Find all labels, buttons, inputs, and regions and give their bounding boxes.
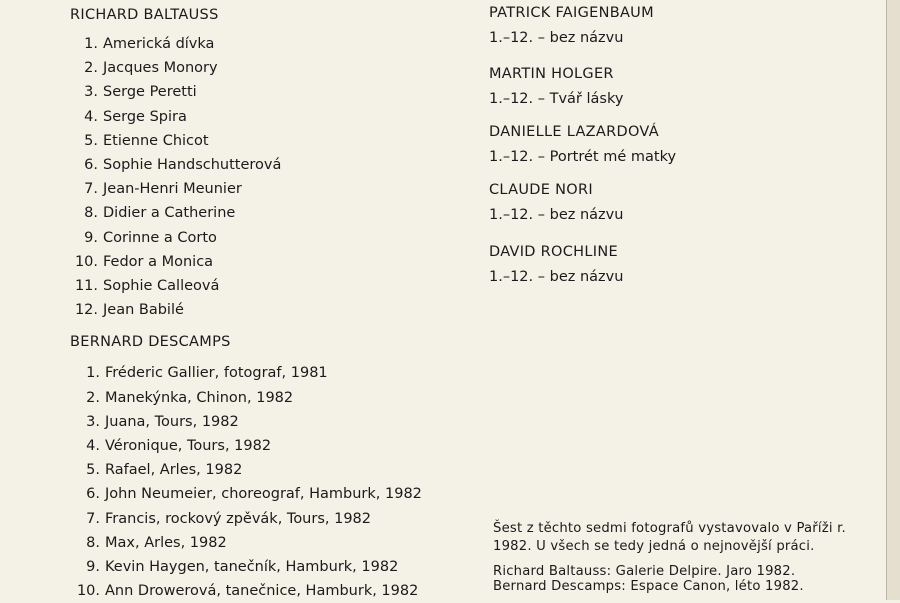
- photographer-heading: DAVID ROCHLINE: [489, 244, 618, 260]
- section-heading-descamps: BERNARD DESCAMPS: [70, 334, 231, 351]
- work-line: 1.–12. – Tvář lásky: [489, 91, 624, 107]
- photographer-heading: DANIELLE LAZARDOVÁ: [489, 124, 659, 140]
- item-title: Didier a Catherine: [103, 205, 236, 222]
- right-column: [489, 4, 879, 286]
- list-item: [70, 555, 470, 579]
- item-title: Fréderic Gallier, fotograf, 1981: [105, 365, 328, 382]
- list-item: [70, 226, 470, 250]
- exhibition-note: [493, 520, 883, 594]
- item-number: 9.: [84, 229, 98, 246]
- list-item: [70, 386, 470, 410]
- list-item: [70, 274, 470, 298]
- item-number: 11.: [74, 278, 98, 295]
- list-item: [70, 531, 470, 555]
- item-title: Serge Peretti: [103, 84, 197, 101]
- item-title: Sophie Calleová: [103, 278, 220, 295]
- item-number: 2.: [84, 60, 98, 77]
- item-title: Fedor a Monica: [103, 253, 214, 270]
- list-item: [70, 56, 470, 80]
- list-item: [70, 105, 470, 129]
- section-heading-baltauss: RICHARD BALTAUSS: [70, 7, 219, 23]
- photographer-heading: PATRICK FAIGENBAUM: [489, 5, 654, 21]
- baltauss-list: [70, 32, 470, 322]
- photographer-heading: CLAUDE NORI: [489, 182, 593, 198]
- list-item: [70, 482, 470, 506]
- list-item: [70, 579, 470, 603]
- credit-line-2: Bernard Descamps: Espace Canon, léto 1982.: [493, 578, 804, 594]
- list-item: [70, 32, 470, 56]
- item-title: Serge Spira: [103, 108, 187, 125]
- item-title: Jacques Monory: [103, 60, 218, 77]
- item-title: Francis, rockový zpěvák, Tours, 1982: [105, 510, 372, 527]
- left-column: [70, 6, 470, 603]
- list-item: [70, 410, 470, 434]
- item-number: 1.: [86, 365, 100, 382]
- list-item: [70, 458, 470, 482]
- descamps-list: [70, 361, 470, 603]
- item-number: 4.: [86, 438, 100, 455]
- item-title: Jean Babilé: [103, 302, 184, 319]
- item-title: Rafael, Arles, 1982: [105, 462, 243, 479]
- item-number: 2.: [86, 389, 100, 406]
- item-number: 10.: [74, 253, 98, 270]
- list-item: [70, 434, 470, 458]
- list-item: [70, 177, 470, 201]
- item-title: Corinne a Corto: [103, 229, 217, 246]
- item-number: 12.: [74, 302, 98, 319]
- item-title: Juana, Tours, 1982: [105, 413, 239, 430]
- photographer-heading: MARTIN HOLGER: [489, 66, 614, 82]
- item-title: Jean-Henri Meunier: [103, 181, 242, 198]
- item-number: 10.: [76, 583, 100, 600]
- item-title: Max, Arles, 1982: [105, 534, 227, 551]
- item-number: 5.: [86, 462, 100, 479]
- item-title: Etienne Chicot: [103, 132, 209, 149]
- note-paragraph: Šest z těchto sedmi fotografů vystavovalo v Paříži r. 1982. U všech se tedy jedná o nejnovější práci.: [493, 521, 846, 554]
- work-line: 1.–12. – bez názvu: [489, 30, 624, 46]
- list-item: [70, 201, 470, 225]
- list-item: [70, 129, 470, 153]
- spacer: [489, 47, 879, 65]
- list-item: [70, 507, 470, 531]
- item-number: 3.: [86, 413, 100, 430]
- item-number: 6.: [84, 157, 98, 174]
- work-line: 1.–12. – bez názvu: [489, 207, 624, 223]
- item-title: John Neumeier, choreograf, Hamburk, 1982: [105, 486, 422, 503]
- list-item: [70, 153, 470, 177]
- item-number: 3.: [84, 84, 98, 101]
- item-title: Véronique, Tours, 1982: [105, 438, 272, 455]
- item-title: Sophie Handschutterová: [103, 157, 282, 174]
- credits: [493, 565, 883, 594]
- work-line: 1.–12. – bez názvu: [489, 269, 624, 285]
- credit-line-1: Richard Baltauss: Galerie Delpire. Jaro 1982.: [493, 564, 796, 579]
- list-item: [70, 298, 470, 322]
- spacer: [489, 108, 879, 123]
- item-number: 8.: [86, 534, 100, 551]
- list-item: [70, 250, 470, 274]
- work-line: 1.–12. – Portrét mé matky: [489, 149, 677, 165]
- page-edge: [886, 0, 900, 600]
- item-number: 4.: [84, 108, 98, 125]
- item-number: 9.: [86, 559, 100, 576]
- list-item: [70, 361, 470, 385]
- item-title: Manekýnka, Chinon, 1982: [105, 389, 294, 406]
- item-number: 7.: [86, 510, 100, 527]
- item-number: 7.: [84, 181, 98, 198]
- item-title: Americká dívka: [103, 36, 215, 52]
- item-title: Kevin Haygen, tanečník, Hamburk, 1982: [105, 559, 399, 576]
- spacer: [489, 166, 879, 181]
- item-number: 8.: [84, 205, 98, 222]
- item-number: 6.: [86, 486, 100, 503]
- spacer: [489, 224, 879, 243]
- item-title: Ann Drowerová, tanečnice, Hamburk, 1982: [105, 583, 419, 600]
- item-number: 1.: [84, 36, 98, 52]
- item-number: 5.: [84, 132, 98, 149]
- list-item: [70, 80, 470, 104]
